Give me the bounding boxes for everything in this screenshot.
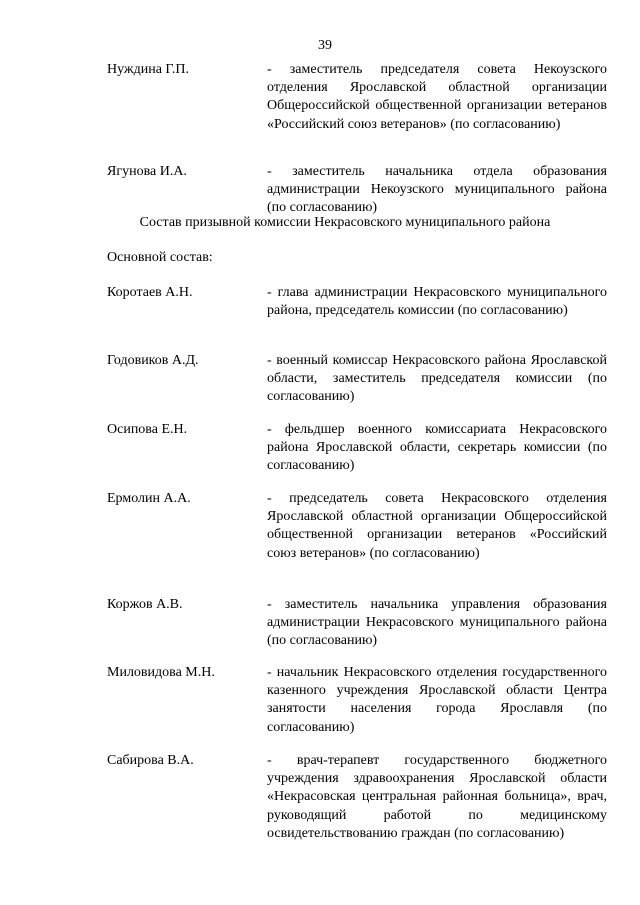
member-role: - врач-терапевт государственного бюджетного учреждения здравоохранения Ярославской области «Некрасовская центральная районная больница», врач, руководящий работой по медицинскому освидетельствованию граждан (по согласованию): [267, 753, 607, 841]
member-name: Годовиков А.Д.: [107, 353, 199, 368]
member-role: - заместитель начальника отдела образования администрации Некоузского муниципального района (по согласованию): [267, 164, 607, 216]
member-name: Осипова Е.Н.: [107, 422, 188, 437]
member-name: Миловидова М.Н.: [107, 665, 215, 680]
page-number: 39: [318, 38, 332, 53]
member-role: - председатель совета Некрасовского отделения Ярославской областной организации Общероссийской общественной организации ветеранов «Российский союз ветеранов» (по согласованию): [267, 491, 607, 561]
member-role: - заместитель начальника управления образования администрации Некрасовского муниципального района (по согласованию): [267, 597, 607, 649]
member-name: Коржов А.В.: [107, 597, 183, 612]
member-role: - военный комиссар Некрасовского района Ярославской области, заместитель председателя комиссии (по согласованию): [267, 353, 607, 405]
member-role: - глава администрации Некрасовского муниципального района, председатель комиссии (по согласованию): [267, 285, 607, 319]
member-role: - начальник Некрасовского отделения государственного казенного учреждения Ярославской области Центра занятости населения города Ярославля (по согласованию): [267, 665, 607, 735]
member-name: Коротаев А.Н.: [107, 285, 193, 300]
member-name: Ермолин А.А.: [107, 491, 191, 506]
member-name: Сабирова В.А.: [107, 753, 194, 768]
member-name: Нуждина Г.П.: [107, 62, 190, 77]
member-role: - фельдшер военного комиссариата Некрасовского района Ярославской области, секретарь комиссии (по согласованию): [267, 422, 607, 474]
subsection-title: Основной состав:: [107, 250, 213, 265]
section-title: Состав призывной комиссии Некрасовского муниципального района: [139, 215, 551, 230]
member-name: Ягунова И.А.: [107, 164, 187, 179]
member-role: - заместитель председателя совета Некоузского отделения Ярославской областной организации Общероссийской общественной организации ветеранов «Российский союз ветеранов» (по согласованию): [267, 62, 607, 132]
